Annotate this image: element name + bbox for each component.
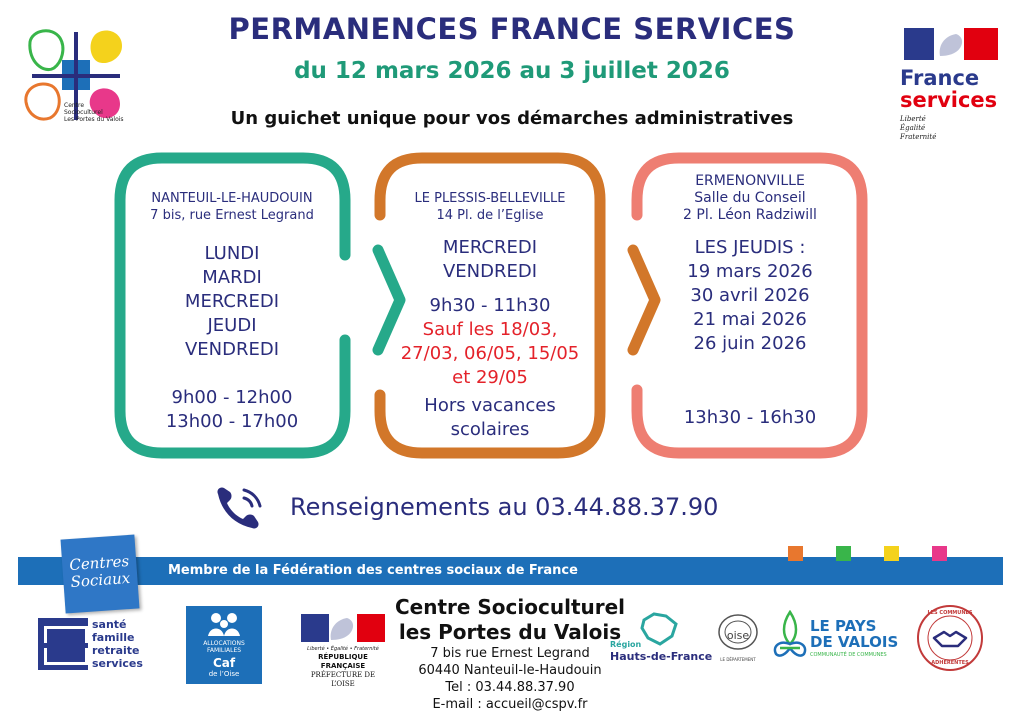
square-green bbox=[836, 546, 851, 561]
ermenonville-city: ERMENONVILLE bbox=[695, 173, 805, 189]
nanteuil-day-5: VENDREDI bbox=[184, 339, 280, 360]
page-title: PERMANENCES FRANCE SERVICES bbox=[228, 12, 796, 46]
ermenonville-address: 2 Pl. Léon Radziwill bbox=[683, 207, 817, 223]
square-pink bbox=[932, 546, 947, 561]
ermenonville-date-1: 19 mars 2026 bbox=[687, 261, 813, 282]
caf-line3: Caf bbox=[212, 656, 236, 670]
plessis-exception-2: 27/03, 06/05, 15/05 bbox=[400, 343, 580, 364]
location-nanteuil bbox=[132, 190, 332, 434]
ermenonville-date-3: 21 mai 2026 bbox=[693, 309, 807, 330]
location-ermenonville bbox=[650, 173, 850, 430]
federation-member-text: Membre de la Fédération des centres sociaux de France bbox=[168, 563, 578, 578]
plessis-exception-1: Sauf les 18/03, bbox=[422, 319, 558, 340]
location-plessis bbox=[392, 190, 588, 442]
tagline: Un guichet unique pour vos démarches administratives bbox=[230, 108, 794, 129]
nanteuil-address: 7 bis, rue Ernest Legrand bbox=[150, 208, 314, 223]
plessis-note-1: Hors vacances bbox=[424, 395, 556, 416]
oise-logo bbox=[713, 612, 763, 670]
cspv-logo-line2: Socioculturel bbox=[64, 109, 103, 116]
plessis-note-2: scolaires bbox=[450, 419, 530, 440]
motto-fraternite: Fraternité bbox=[900, 133, 937, 141]
prefecture-logo bbox=[298, 614, 388, 688]
nanteuil-city: NANTEUIL-LE-HAUDOUIN bbox=[151, 191, 313, 206]
oise-sub: LE DÉPARTEMENT bbox=[720, 657, 756, 662]
ermenonville-venue: Salle du Conseil bbox=[694, 190, 806, 206]
phone-icon bbox=[212, 484, 268, 534]
prefecture-marianne-icon bbox=[301, 614, 385, 642]
prefecture-name: PRÉFECTURE DE L’OISE bbox=[310, 671, 376, 688]
communes-badge bbox=[916, 604, 984, 672]
region-map-icon bbox=[640, 612, 680, 646]
nanteuil-day-4: JEUDI bbox=[207, 315, 257, 336]
caf-logo bbox=[186, 606, 262, 684]
ermenonville-date-2: 30 avril 2026 bbox=[690, 285, 810, 306]
motto-liberte: Liberté bbox=[900, 115, 926, 123]
caf-line4: de l’Oise bbox=[208, 670, 240, 678]
ermenonville-date-4: 26 juin 2026 bbox=[693, 333, 807, 354]
prefecture-rf: RÉPUBLIQUE FRANÇAISE bbox=[318, 653, 368, 670]
plessis-city: LE PLESSIS-BELLEVILLE bbox=[414, 191, 566, 206]
contact-phone-text: Renseignements au 03.44.88.37.90 bbox=[290, 493, 719, 521]
caf-line2: FAMILIALES bbox=[206, 647, 242, 654]
nanteuil-day-1: LUNDI bbox=[204, 243, 260, 264]
nanteuil-hours-pm: 13h00 - 17h00 bbox=[165, 411, 299, 432]
square-orange bbox=[788, 546, 803, 561]
motto-egalite: Égalité bbox=[900, 124, 926, 132]
ermenonville-hours: 13h30 - 16h30 bbox=[683, 407, 817, 428]
france-services-word2: services bbox=[900, 88, 998, 112]
pays-valois-line1: LE PAYS bbox=[810, 617, 877, 635]
msa-line-2: famille bbox=[92, 631, 135, 644]
msa-mark-icon bbox=[38, 618, 88, 670]
france-services-word1: France bbox=[900, 66, 980, 90]
ermenonville-days-header: LES JEUDIS : bbox=[694, 237, 806, 258]
msa-logo bbox=[38, 618, 156, 670]
communes-top: LES COMMUNES bbox=[927, 610, 973, 616]
plessis-day-2: VENDREDI bbox=[442, 261, 538, 282]
plessis-hours: 9h30 - 11h30 bbox=[429, 295, 551, 316]
plessis-address: 14 Pl. de l’Eglise bbox=[436, 208, 544, 223]
msa-line-3: retraite bbox=[92, 644, 140, 657]
centres-sociaux-logo bbox=[61, 535, 140, 614]
cspv-logo-line3: Les Portes du Valois bbox=[64, 116, 124, 123]
cspv-email: E-mail : accueil@cspv.fr bbox=[432, 697, 588, 712]
nanteuil-day-2: MARDI bbox=[202, 267, 262, 288]
caf-family-icon bbox=[204, 610, 244, 636]
region-logo bbox=[610, 612, 713, 670]
plessis-day-1: MERCREDI bbox=[442, 237, 538, 258]
centres-sociaux-text: Centres Sociaux bbox=[68, 551, 131, 592]
date-range: du 12 mars 2026 au 3 juillet 2026 bbox=[294, 58, 730, 84]
cspv-name bbox=[380, 595, 640, 645]
prefecture-motto: Liberté • Égalité • Fraternité bbox=[307, 646, 379, 652]
pays-valois-sub: COMMUNAUTÉ DE COMMUNES bbox=[810, 652, 887, 658]
pays-valois-line2: DE VALOIS bbox=[810, 633, 899, 651]
cspv-address-line2: 60440 Nanteuil-le-Haudouin bbox=[418, 663, 602, 678]
square-yellow bbox=[884, 546, 899, 561]
fleur-de-lys-icon bbox=[770, 610, 810, 666]
nanteuil-day-3: MERCREDI bbox=[184, 291, 280, 312]
region-line2: Hauts-de-France bbox=[610, 650, 713, 663]
cspv-address-line1: 7 bis rue Ernest Legrand bbox=[430, 646, 590, 661]
cspv-logo-line1: Centre bbox=[64, 102, 85, 109]
oise-name: oise bbox=[726, 629, 750, 642]
cspv-name-line2: les Portes du Valois bbox=[398, 620, 622, 644]
cspv-address bbox=[390, 645, 630, 713]
plessis-exception-3: et 29/05 bbox=[452, 367, 528, 388]
msa-line-1: santé bbox=[92, 618, 127, 631]
caf-line1: ALLOCATIONS bbox=[203, 640, 245, 647]
msa-line-4: services bbox=[92, 657, 143, 670]
pays-valois-logo bbox=[770, 606, 900, 670]
cspv-name-line1: Centre Socioculturel bbox=[394, 595, 626, 619]
region-line1: Région bbox=[610, 640, 642, 649]
msa-lines bbox=[92, 618, 143, 670]
cspv-tel: Tel : 03.44.88.37.90 bbox=[445, 680, 575, 695]
nanteuil-hours-am: 9h00 - 12h00 bbox=[171, 387, 293, 408]
communes-bottom: ADHÉRENTES bbox=[931, 660, 969, 666]
